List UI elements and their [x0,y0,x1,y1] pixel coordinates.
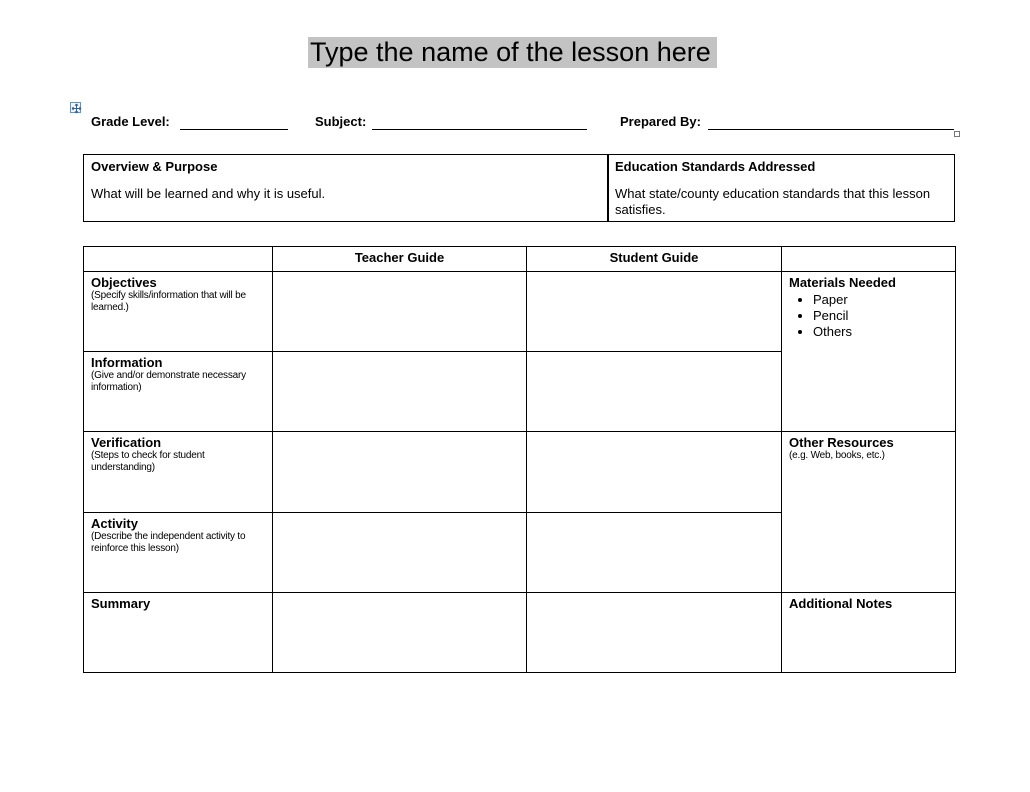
summary-title: Summary [91,596,151,611]
information-cell[interactable] [84,352,273,432]
overview-cell[interactable] [83,154,609,222]
materials-title: Materials Needed [789,275,896,290]
information-student-cell[interactable] [527,352,782,432]
verification-title: Verification [91,435,162,450]
student-guide-header: Student Guide [527,247,782,272]
subject-field[interactable] [372,129,587,130]
summary-cell[interactable] [84,593,273,673]
summary-student-cell[interactable] [527,593,782,673]
objectives-student-cell[interactable] [527,272,782,352]
subject-label: Subject: [315,114,367,129]
activity-title: Activity [91,516,138,531]
blank-header-cell [782,247,956,272]
lesson-plan-table [83,246,956,673]
additional-notes-title: Additional Notes [789,596,893,611]
grade-level-field[interactable] [180,129,288,130]
materials-item: • Paper [813,292,948,308]
objectives-teacher-cell[interactable] [273,272,527,352]
table-resize-handle[interactable] [954,131,960,137]
grade-level-label: Grade Level: [91,114,170,129]
activity-student-cell[interactable] [527,513,782,593]
standards-text: What state/county education standards that this lesson satisfies. [615,186,931,217]
prepared-by-field[interactable] [708,129,954,130]
materials-item: • Others [813,324,948,340]
materials-list [789,292,948,340]
lesson-title[interactable]: Type the name of the lesson here [308,37,717,68]
activity-cell[interactable] [84,513,273,593]
corner-cell [84,247,273,272]
overview-title: Overview & Purpose [91,159,218,174]
prepared-by-label: Prepared By: [620,114,701,129]
standards-title: Education Standards Addressed [615,159,816,174]
information-desc: (Give and/or demonstrate necessary information) [91,370,246,393]
other-resources-title: Other Resources [789,435,894,450]
teacher-guide-header: Teacher Guide [273,247,527,272]
verification-student-cell[interactable] [527,432,782,513]
materials-cell[interactable] [782,272,956,432]
information-teacher-cell[interactable] [273,352,527,432]
objectives-desc: (Specify skills/information that will be learned.) [91,290,246,313]
information-title: Information [91,355,163,370]
verification-cell[interactable] [84,432,273,513]
activity-desc: (Describe the independent activity to reinforce this lesson) [91,531,246,554]
verification-teacher-cell[interactable] [273,432,527,513]
activity-teacher-cell[interactable] [273,513,527,593]
other-resources-desc: (e.g. Web, books, etc.) [789,450,885,461]
standards-cell[interactable] [607,154,955,222]
verification-desc: (Steps to check for student understanding) [91,450,205,473]
table-move-handle-icon[interactable] [70,102,81,113]
summary-teacher-cell[interactable] [273,593,527,673]
additional-notes-cell[interactable] [782,593,956,673]
overview-text: What will be learned and why it is useful. [91,186,326,201]
objectives-cell[interactable] [84,272,273,352]
materials-item: • Pencil [813,308,948,324]
other-resources-cell[interactable] [782,432,956,593]
objectives-title: Objectives [91,275,157,290]
